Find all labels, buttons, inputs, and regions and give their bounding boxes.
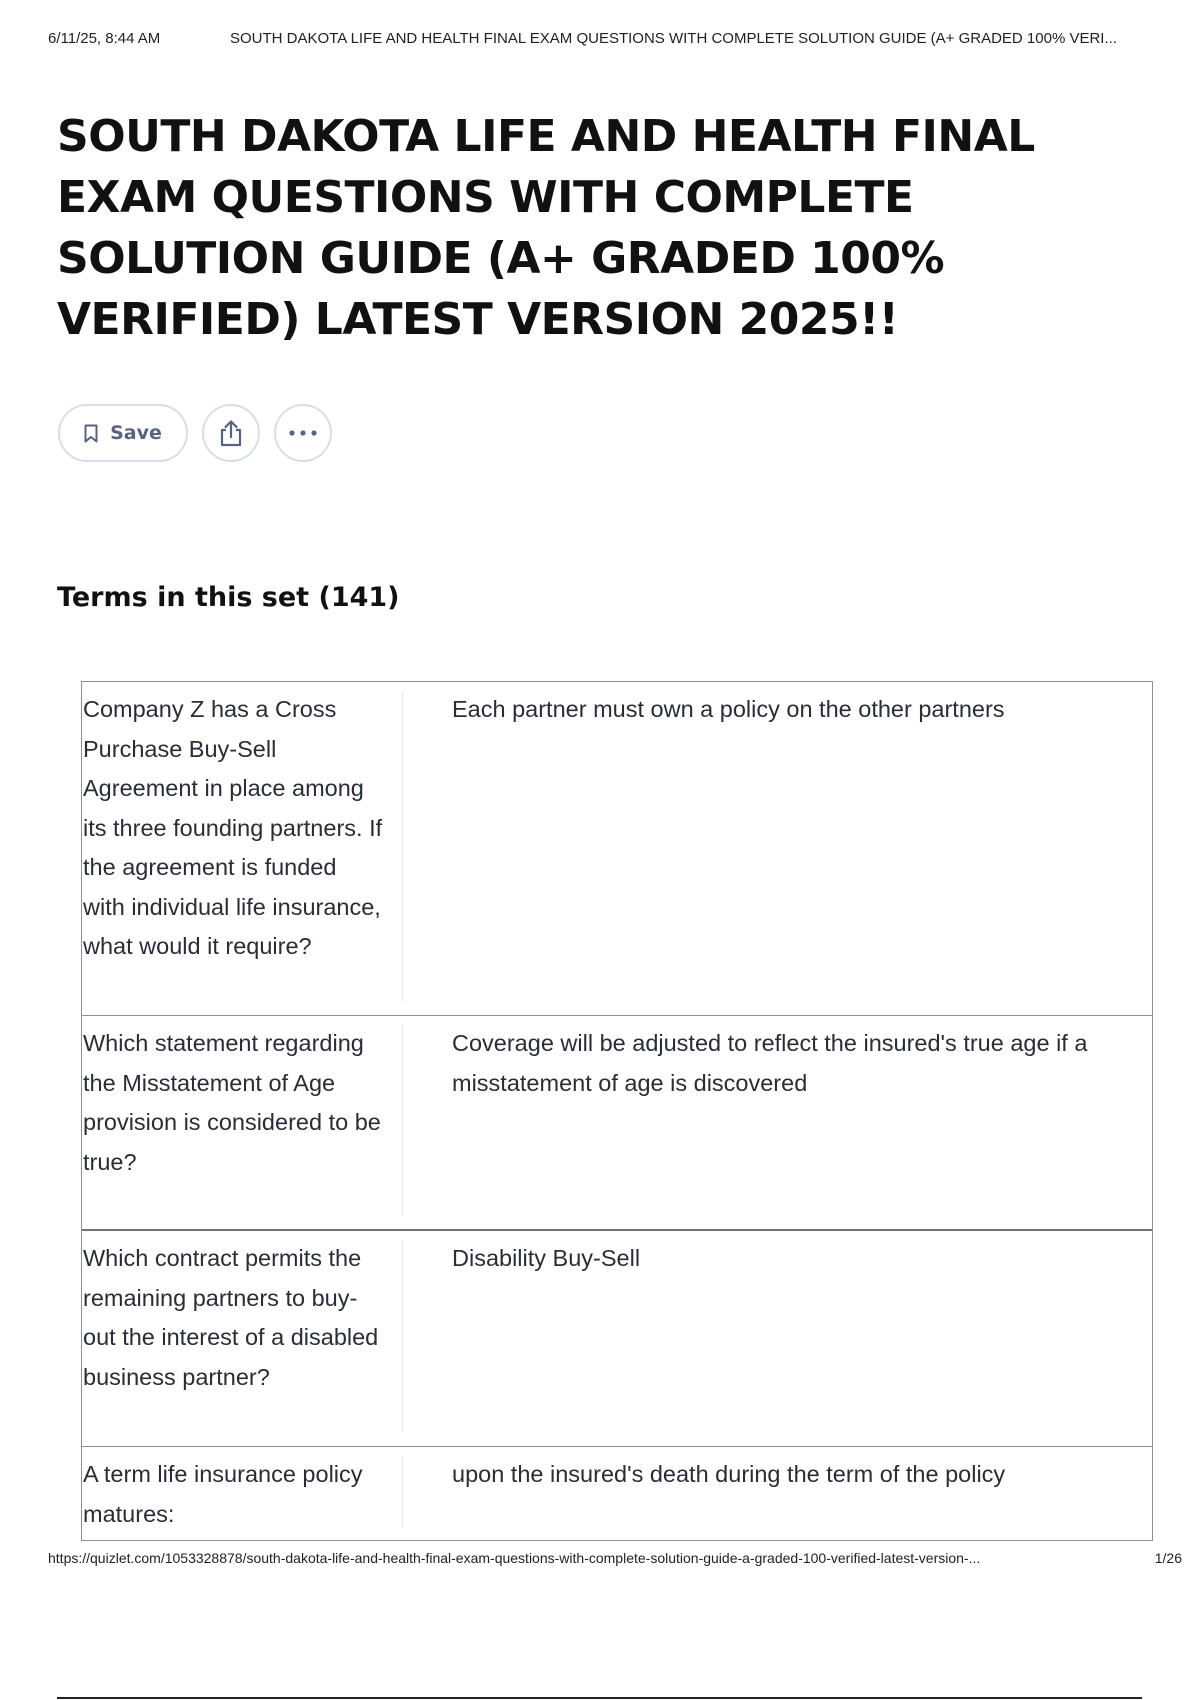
definition-text: upon the insured's death during the term of the policy [452,1461,1006,1487]
term-row-3 [82,1231,1152,1447]
terms-table [81,681,1153,1541]
term-text: Which contract permits the remaining partners to buy-out the interest of a disabled business partner? [83,1245,379,1390]
more-options-button[interactable] [274,404,332,462]
print-doc-title: SOUTH DAKOTA LIFE AND HEALTH FINAL EXAM QUESTIONS WITH COMPLETE SOLUTION GUIDE (A+ GRADED 100% VERI... [230,30,1117,47]
term-row-2 [82,1016,1152,1231]
term-text: Company Z has a Cross Purchase Buy-Sell Agreement in place among its three founding partners. If the agreement is funded with individual life insurance, what would it require? [83,696,383,959]
column-divider [402,1457,403,1526]
term-text: Which statement regarding the Misstatement of Age provision is considered to be true? [83,1030,381,1175]
definition-text: Coverage will be adjusted to reflect the insured's true age if a misstatement of age is discovered [452,1030,1088,1096]
term-row-4 [82,1447,1152,1540]
print-url: https://quizlet.com/1053328878/south-dakota-life-and-health-final-exam-questions-with-complete-solution-guide-a-graded-100-verified-latest-version-... [48,1550,981,1566]
definition-text: Disability Buy-Sell [452,1245,641,1271]
more-horizontal-icon [289,430,317,436]
save-label: Save [110,422,162,444]
bookmark-icon [84,424,98,443]
page-title: SOUTH DAKOTA LIFE AND HEALTH FINAL EXAM QUESTIONS WITH COMPLETE SOLUTION GUIDE (A+ GRADED 100% VERIFIED) LATEST VERSION 2025!! [57,111,1035,345]
share-button[interactable] [202,404,260,462]
print-footer [48,1550,1182,1570]
share-icon [218,419,244,447]
print-date: 6/11/25, 8:44 AM [48,30,161,47]
column-divider [402,1026,403,1215]
column-divider [402,692,403,1001]
print-header [48,30,1180,50]
term-row-1 [82,682,1152,1016]
terms-heading: Terms in this set (141) [57,582,400,613]
column-divider [402,1241,403,1432]
save-button[interactable] [58,404,188,462]
definition-text: Each partner must own a policy on the other partners [452,696,1005,722]
page-number: 1/26 [1154,1550,1182,1566]
page-divider [57,1697,1142,1699]
term-text: A term life insurance policy matures: [83,1461,363,1527]
